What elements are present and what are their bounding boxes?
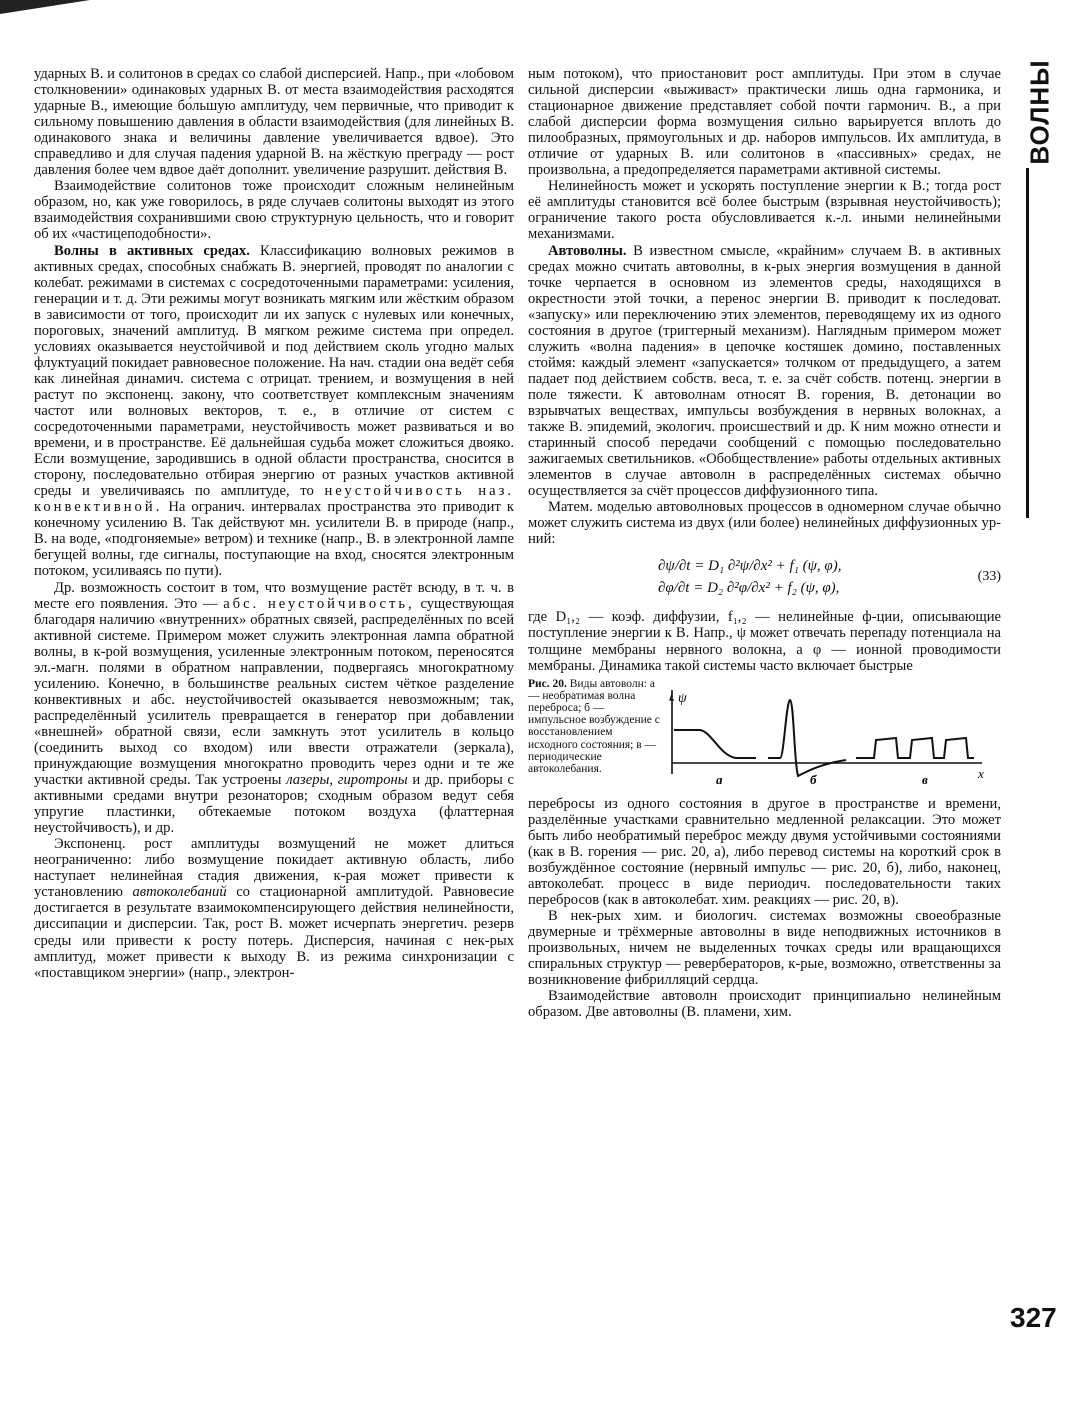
page-number: 327 — [1010, 1302, 1057, 1333]
equation-33 — [528, 555, 1001, 599]
equation-line: ∂ψ/∂t = D₁ ∂²ψ/∂x² + f₁ (ψ, φ), — [658, 558, 842, 575]
y-axis-label: ψ — [678, 690, 687, 706]
paragraph: ным потоком), что приостановит рост амплитуды. При этом в случае сильной дисперсии «выживаст» практически лишь одна гармоника, и стационарное движение представляет собой почти гармонич. В., а при слабой дисперсии форма возмущения сильно варьируется вплоть до пилообразных, прямоугольных и др. наборов импульсов. Их амплитуда, в отличие от ударных В. или солитонов в «пассивных» средах, не произвольна, а предопределяется параметрами активной системы. — [528, 66, 1001, 179]
running-head-rule — [1026, 168, 1029, 518]
italic-term: гиротроны — [337, 772, 408, 789]
paragraph: Взаимодействие автоволн происходит принципиально нелинейным образом. Две автоволны (В. пламени, хим. — [528, 988, 1001, 1021]
paragraph-text: Экспоненц. рост амплитуды возмущений не может длиться неограниченно: либо возмущение покидает активную область, либо наступает нелинейная стадия движения, к-рая может привести к установлению — [34, 836, 514, 901]
paragraph: ударных В. и солитонов в средах со слабой дисперсией. Напр., при «лобовом столкновении» одинаковых ударных В. от места взаимодействия расходятся ударные В., имеющие бо́льшую амплитуду, чем первичные, что приводит к сильному повышению давления в области взаимодействия (для линейных В. одинакового знака и величины давление увеличивается вдвое). Это справедливо и для случая падения ударной В. на жёсткую преграду — рост давления более чем вдвое даёт дополнит. увеличение разрушит. действия В. — [34, 66, 514, 179]
label-c: в — [922, 771, 928, 787]
paragraph — [34, 580, 514, 837]
running-head-text: ВОЛНЫ — [1024, 59, 1055, 165]
paragraph-text: и др. приборы с активными средами внутри резонаторов; сходным образом ведут себя упругие пластинки, обтекаемые потоком воздуха (флаттерная неустойчивость), и др. — [34, 772, 515, 837]
figure-caption-text: Виды автоволн: а — необратимая волна переброса; б — импульсное возбуждение с восстановлением исходного состояния; в — периодические автоколебания. — [528, 677, 660, 776]
x-axis-label: x — [978, 765, 984, 781]
spaced-term: абс. неустойчивость, — [223, 595, 415, 612]
figure-caption-label: Рис. 20. — [528, 677, 567, 690]
paragraph: перебросы из одного состояния в другое в пространстве и времени, разделённые участками сравнительно медленной релаксации. Это может быть либо необратимый переброс между двумя устойчивыми состояниями (как в В. горения — рис. 20, а), либо перевод системы на короткий срок в возбуждённое состояние (нервный импульс — рис. 20, б), либо, наконец, автоколебат. процесс в виде периодич. последовательности таких перебросов (как в автоколебат. хим. реакциях — рис. 20, в). — [528, 795, 1001, 908]
italic-term: лазеры — [286, 772, 330, 789]
paragraph: где D₁,₂ — коэф. диффузии, f₁,₂ — нелинейные ф-ции, описывающие поступление энергии к В. Напр., ψ может отвечать перепаду потенциала на толщине мембраны нервного волокна, а φ — ионной проводимости мембраны. Динамика такой системы часто включает быстрые — [528, 609, 1001, 674]
autowave-sketch — [660, 678, 995, 790]
left-column — [34, 66, 514, 981]
page-corner-mark — [0, 0, 90, 14]
curve-b-pulse — [768, 700, 846, 776]
running-head — [1016, 59, 1064, 165]
paragraph: Нелинейность может и ускорять поступление энергии к В.; тогда рост её амплитуды становится всё более быстрым (взрывная неустойчивость); ограничение такого роста обусловливается к.-л. иными нелинейными механизмами. — [528, 178, 1001, 243]
label-a: а — [716, 771, 723, 787]
figure-caption — [528, 678, 660, 790]
label-b: б — [810, 771, 817, 787]
paragraph-active-media — [34, 243, 514, 580]
section-heading: Автоволны. — [548, 242, 627, 259]
paragraph: Матем. моделью автоволновых процессов в одномерном случае обычно может служить система из двух (или более) нелинейных диффузионных ур-ний: — [528, 499, 1001, 548]
section-heading: Волны в активных средах. — [54, 242, 250, 259]
paragraph-text: Классификацию волновых режимов в активных средах, способных снабжать В. энергией, проводят по аналогии с колебат. режимами в системах с сосредоточенными параметрами: усиления, генерации и т. д. Эти режимы могут возникать мягким или жёстким образом в зависимости от того, происходит ли их запуск с нулевых или конечных, пороговых, значений амплитуд. В мягком режиме система при определ. условиях оказывается неустойчивой и под действием сколь угодно малых флуктуаций покидает равновесное положение. На нач. стадии она ведёт себя как линейная динамич. система с отрицат. трением, и возмущения в ней растут по экспоненц. закону, что соответствует комплексным значениям частот или волновых векторов, т. е., в отличие от систем с сосредоточенными параметрами, неустойчивость может развиваться и во времени, и в пространстве. Её дальнейшая судьба может сложиться двояко. Если возмущение, зародившись в одной области пространства, сносится в сторону, последовательно отбирая энергию от разных участков активной среды и увеличиваясь по амплитуде, то — [34, 242, 515, 500]
figure-plot — [660, 678, 1001, 790]
equation-line: ∂φ/∂t = D₂ ∂²φ/∂x² + f₂ (ψ, φ), — [658, 580, 840, 597]
paragraph-text: В известном смысле, «крайним» случаем В. в активных средах можно считать автоволны, в к-рых энергия возмущения в данной точке черпается в основном из элементов среды, находящихся в окрестности этой точки, а перенос энергии В. приводит к последоват. «запуску» или переключению этих элементов, переводящему их из одного состояния в другое (триггерный механизм). Наглядным примером может служить «волна падения» в цепочке костяшек домино, поставленных стоймя: каждый элемент «запускается» толчком от предыдущего, а затем падает под действием собств. веса, т. е. за счёт собств. потенц. энергии в поле тяжести. К автоволнам относят В. горения, В. детонации во взрывчатых веществах, импульсы возбуждения в нервных волокнах, а также В. эпидемий, экологич. происшествий и др. К ним можно отнести и старинный способ передачи сообщений с помощью последовательно зажигаемых светильников. «Обобществление» работы отдельных активных элементов в случае автоволн в распределённых системах обычно осуществляется за счёт процессов диффузионного типа. — [528, 242, 1001, 500]
paragraph-text: , — [329, 772, 338, 789]
figure-20 — [528, 678, 1001, 790]
curve-c-periodic — [856, 738, 974, 758]
spaced-term: неустойчивость наз. конвективной. — [34, 483, 515, 516]
paragraph-text: существующая благодаря наличию «внутренних» обратных связей, распределённых по всей активной системе. Примером может служить электронная лампа обратной волны, в к-рой возмущения, усиленные электронным потоком, переносятся эл.-магн. полями в обратном направлении, подвергаясь многократному усилению. Конечно, в большинстве реальных систем чёткое разделение конвективных и абс. неустойчивостей оказывается невозможным; так, распределённый усилитель превращается в генератор при добавлении «внешней» обратной связи, если замкнуть этот усилитель в кольцо (соединить выход со входом) или ввести отражатели (зеркала), принуждающие возмущения многократно проводить через одни и те же участки активной среды. Так устроены — [34, 595, 514, 789]
paragraph-autowaves — [528, 243, 1001, 500]
paragraph-text: На огранич. интервалах пространства это приводит к конечному усилению В. Так действуют мн. усилители В. в природе (напр., В. на воде, «подгоняемые» ветром) и технике (напр., В. в электронной лампе бегущей волны, где сигналы, поступающие на вход, сносятся электронным потоком, усиливаясь по пути). — [34, 499, 514, 580]
paragraph — [34, 836, 514, 980]
paragraph-text: Др. возможность состоит в том, что возмущение растёт всюду, в т. ч. в месте его появления. Это — — [34, 579, 514, 612]
italic-term: автоколебаний — [132, 884, 227, 901]
paragraph: В нек-рых хим. и биологич. системах возможны своеобразные двумерные и трёхмерные автоволны в виде неподвижных источников в произвольных, ничем не выделенных точках среды или вращающихся спиральных структур — ревербераторов, к-рые, возможно, ответственны за возникновение фибрилляций сердца. — [528, 907, 1001, 989]
equation-number: (33) — [977, 569, 1001, 585]
paragraph-text: со стационарной амплитудой. Равновесие достигается в результате взаимокомпенсирующего действия нелинейности, диссипации и дисперсии. Так, рост В. может исчерпать энергетич. резерв среды или привести к росту потерь. Дисперсия, начиная с нек-рых амплитуд, может привести к выходу В. из режима синхронизации с «поставщиком энергии» (напр., электрон- — [34, 884, 514, 981]
curve-a-front — [674, 730, 756, 758]
right-column — [528, 66, 1001, 1020]
paragraph: Взаимодействие солитонов тоже происходит сложным нелинейным образом, но, как уже говорилось, в ряде случаев солитоны выходят из этого взаимодействия сохранившими свою структурную цельность, что и говорит об их «частицеподобности». — [34, 178, 514, 243]
